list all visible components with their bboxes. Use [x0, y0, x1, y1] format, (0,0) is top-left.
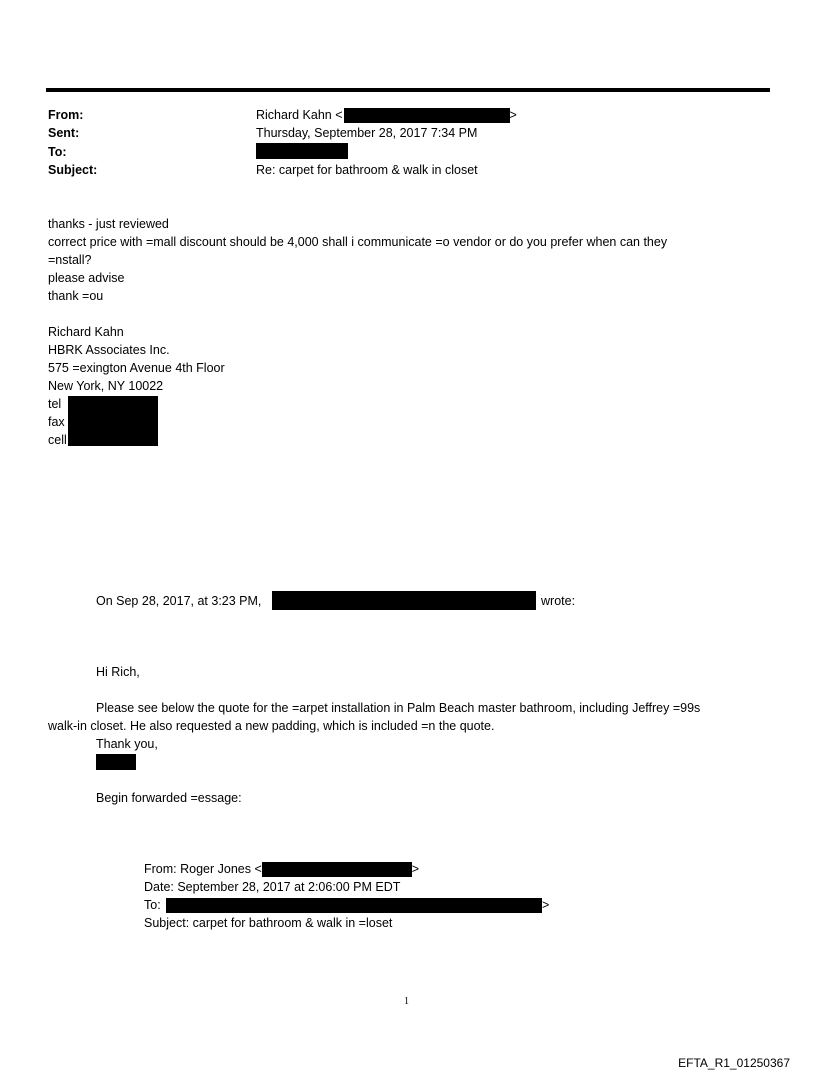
body-line: please advise [48, 271, 125, 285]
quote-paragraph: Please see below the quote for the =arpet installation in Palm Beach master bathroom, including Jeffrey =99s [96, 701, 701, 715]
quote-intro-suffix: wrote: [541, 594, 576, 608]
quote-intro [96, 594, 261, 608]
redaction-block [256, 143, 348, 159]
from-value [256, 108, 517, 123]
to-label: To: [48, 145, 67, 159]
subject-value: Re: carpet for bathroom & walk in closet [256, 163, 478, 177]
redaction-block [68, 396, 158, 446]
cell-label: cell [48, 433, 67, 447]
sent-value: Thursday, September 28, 2017 7:34 PM [256, 126, 478, 140]
forwarded-from [144, 862, 419, 877]
document-id: EFTA_R1_01250367 [678, 1056, 790, 1070]
fax-label: fax [48, 415, 65, 429]
forwarded-subject: Subject: carpet for bathroom & walk in =loset [144, 916, 393, 930]
quote-intro-prefix: On Sep 28, 2017, at 3:23 PM, [96, 594, 262, 608]
redaction-block [96, 754, 136, 770]
redaction-block [272, 591, 536, 610]
signature-city: New York, NY 10022 [48, 379, 164, 393]
body-line: thanks - just reviewed [48, 217, 169, 231]
redaction-block [262, 862, 412, 877]
quote-paragraph: walk-in closet. He also requested a new padding, which is included =n the quote. [48, 719, 495, 733]
body-line: thank =ou [48, 289, 104, 303]
forwarded-from-name: From: Roger Jones < [144, 862, 262, 876]
sent-label: Sent: [48, 126, 80, 140]
signature-company: HBRK Associates Inc. [48, 343, 170, 357]
page-number: 1 [404, 996, 409, 1007]
quote-greeting: Hi Rich, [96, 665, 140, 679]
header-rule [46, 88, 770, 92]
body-line: correct price with =mall discount should be 4,000 shall i communicate =o vendor or do you prefer when can they [48, 235, 668, 249]
from-label: From: [48, 108, 84, 122]
signature-address: 575 =exington Avenue 4th Floor [48, 361, 225, 375]
forwarded-date: Date: September 28, 2017 at 2:06:00 PM EDT [144, 880, 401, 894]
from-name: Richard Kahn < [256, 108, 343, 122]
forwarded-to-close: > [542, 898, 550, 912]
from-close: > [509, 108, 517, 122]
signature-name: Richard Kahn [48, 325, 124, 339]
forwarded-from-close: > [411, 862, 420, 876]
forwarded-to-label: To: [144, 898, 161, 912]
redaction-block [344, 108, 510, 123]
quote-thanks: Thank you, [96, 737, 158, 751]
tel-label: tel [48, 397, 62, 411]
redaction-block [166, 898, 542, 913]
subject-label: Subject: [48, 163, 98, 177]
body-line: =nstall? [48, 253, 92, 267]
forwarded-to [144, 898, 161, 912]
forwarded-intro: Begin forwarded =essage: [96, 791, 242, 805]
